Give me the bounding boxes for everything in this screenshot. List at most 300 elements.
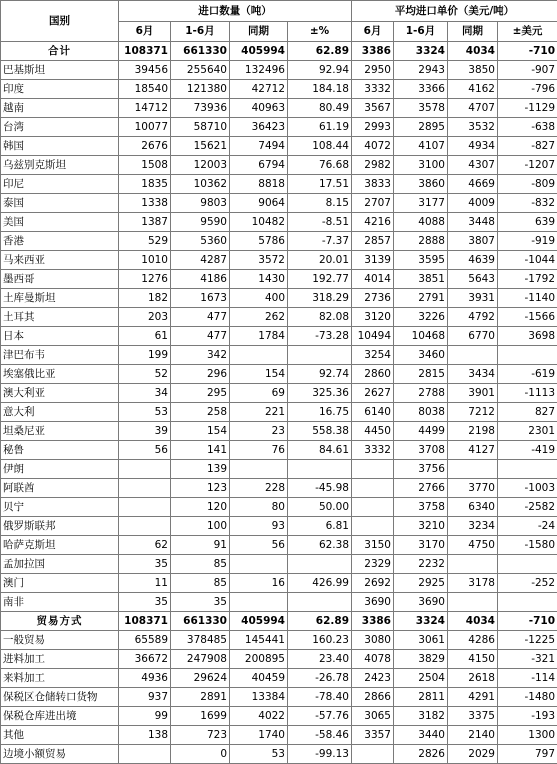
cell-value: 85 [171, 574, 230, 593]
cell-value: 723 [171, 726, 230, 745]
cell-value: -45.98 [288, 479, 352, 498]
cell-value: 8.15 [288, 194, 352, 213]
cell-value: 2982 [352, 156, 394, 175]
cell-value: 262 [230, 308, 288, 327]
cell-value: 35 [171, 593, 230, 612]
cell-value: 121380 [171, 80, 230, 99]
row-label: 美国 [1, 213, 119, 232]
cell-value: 16.75 [288, 403, 352, 422]
row-label: 哈萨克斯坦 [1, 536, 119, 555]
cell-value: 4792 [448, 308, 498, 327]
cell-value: 9064 [230, 194, 288, 213]
cell-value: -1566 [498, 308, 557, 327]
cell-value: 477 [171, 308, 230, 327]
cell-value: 40963 [230, 99, 288, 118]
table-body [1, 42, 557, 764]
cell-value [448, 593, 498, 612]
cell-value: 3324 [394, 612, 448, 631]
cell-value [448, 460, 498, 479]
cell-value: 405994 [230, 612, 288, 631]
col-price-change-usd: ±美元 [498, 22, 557, 42]
cell-value: 8038 [394, 403, 448, 422]
row-label: 香港 [1, 232, 119, 251]
cell-value: 4291 [448, 688, 498, 707]
cell-value: 295 [171, 384, 230, 403]
cell-value: 9590 [171, 213, 230, 232]
cell-value: 2788 [394, 384, 448, 403]
cell-value: 16 [230, 574, 288, 593]
cell-value: 325.36 [288, 384, 352, 403]
row-label: 其他 [1, 726, 119, 745]
cell-value: 2891 [171, 688, 230, 707]
cell-value: 12003 [171, 156, 230, 175]
cell-value [230, 555, 288, 574]
cell-value [230, 593, 288, 612]
cell-value: 160.23 [288, 631, 352, 650]
cell-value: 3756 [394, 460, 448, 479]
cell-value: 132496 [230, 61, 288, 80]
cell-value: 3150 [352, 536, 394, 555]
row-label: 坦桑尼亚 [1, 422, 119, 441]
cell-value: 4934 [448, 137, 498, 156]
cell-value: 4127 [448, 441, 498, 460]
cell-value: 4307 [448, 156, 498, 175]
cell-value: 2925 [394, 574, 448, 593]
cell-value: -907 [498, 61, 557, 80]
row-label: 印度 [1, 80, 119, 99]
cell-value: 35 [119, 555, 171, 574]
cell-value: 827 [498, 403, 557, 422]
cell-value: 2815 [394, 365, 448, 384]
cell-value: 100 [171, 517, 230, 536]
cell-value: 3226 [394, 308, 448, 327]
cell-value: 203 [119, 308, 171, 327]
header-row-1 [1, 1, 557, 22]
col-price-jan-jun: 1-6月 [394, 22, 448, 42]
cell-value: 4088 [394, 213, 448, 232]
row-label: 俄罗斯联邦 [1, 517, 119, 536]
cell-value [288, 460, 352, 479]
cell-value: 154 [171, 422, 230, 441]
cell-value: 3065 [352, 707, 394, 726]
cell-value: 3061 [394, 631, 448, 650]
cell-value: 3434 [448, 365, 498, 384]
cell-value: 99 [119, 707, 171, 726]
row-label: 巴基斯坦 [1, 61, 119, 80]
table-row [1, 707, 557, 726]
cell-value: 52 [119, 365, 171, 384]
cell-value: 3931 [448, 289, 498, 308]
table-row [1, 118, 557, 137]
cell-value: 2857 [352, 232, 394, 251]
cell-value: 405994 [230, 42, 288, 61]
row-label: 边境小额贸易 [1, 745, 119, 764]
cell-value: -7.37 [288, 232, 352, 251]
cell-value: 10482 [230, 213, 288, 232]
cell-value: 3177 [394, 194, 448, 213]
cell-value: 3139 [352, 251, 394, 270]
cell-value: 3851 [394, 270, 448, 289]
cell-value: -419 [498, 441, 557, 460]
cell-value: -73.28 [288, 327, 352, 346]
cell-value: 4669 [448, 175, 498, 194]
row-label: 伊朗 [1, 460, 119, 479]
cell-value: -57.76 [288, 707, 352, 726]
row-label: 日本 [1, 327, 119, 346]
cell-value: 255640 [171, 61, 230, 80]
cell-value: 10468 [394, 327, 448, 346]
cell-value: 3595 [394, 251, 448, 270]
cell-value: 342 [171, 346, 230, 365]
cell-value: 2029 [448, 745, 498, 764]
cell-value: 318.29 [288, 289, 352, 308]
cell-value: 61 [119, 327, 171, 346]
cell-value: 4186 [171, 270, 230, 289]
cell-value: 661330 [171, 612, 230, 631]
cell-value: 3708 [394, 441, 448, 460]
cell-value: 2692 [352, 574, 394, 593]
cell-value: 34 [119, 384, 171, 403]
cell-value: 3080 [352, 631, 394, 650]
cell-value: 36423 [230, 118, 288, 137]
cell-value: 4078 [352, 650, 394, 669]
row-label: 意大利 [1, 403, 119, 422]
cell-value: 3567 [352, 99, 394, 118]
col-price-prior: 同期 [448, 22, 498, 42]
row-label: 保税区仓储转口货物 [1, 688, 119, 707]
cell-value: 10362 [171, 175, 230, 194]
cell-value: 91 [171, 536, 230, 555]
cell-value: 3860 [394, 175, 448, 194]
cell-value: 296 [171, 365, 230, 384]
table-row [1, 137, 557, 156]
table-row [1, 251, 557, 270]
table-row [1, 365, 557, 384]
row-label: 合计 [1, 42, 119, 61]
cell-value: 53 [230, 745, 288, 764]
cell-value: -827 [498, 137, 557, 156]
row-label: 乌兹别克斯坦 [1, 156, 119, 175]
cell-value: 3386 [352, 42, 394, 61]
cell-value: 426.99 [288, 574, 352, 593]
cell-value: 4936 [119, 669, 171, 688]
cell-value: 2140 [448, 726, 498, 745]
cell-value: 1835 [119, 175, 171, 194]
row-label: 贝宁 [1, 498, 119, 517]
cell-value: 2736 [352, 289, 394, 308]
cell-value: 3254 [352, 346, 394, 365]
col-qty-jun: 6月 [119, 22, 171, 42]
cell-value: 6340 [448, 498, 498, 517]
cell-value: -638 [498, 118, 557, 137]
cell-value: 154 [230, 365, 288, 384]
table-row [1, 441, 557, 460]
cell-value: 4150 [448, 650, 498, 669]
cell-value: 200895 [230, 650, 288, 669]
cell-value: -24 [498, 517, 557, 536]
row-label: 贸易方式 [1, 612, 119, 631]
cell-value: 247908 [171, 650, 230, 669]
cell-value: 1740 [230, 726, 288, 745]
cell-value: 53 [119, 403, 171, 422]
cell-value: 92.94 [288, 61, 352, 80]
cell-value: 40459 [230, 669, 288, 688]
table-row [1, 536, 557, 555]
row-label: 南非 [1, 593, 119, 612]
cell-value: 62.38 [288, 536, 352, 555]
table-row [1, 517, 557, 536]
col-price-jun: 6月 [352, 22, 394, 42]
cell-value: 3324 [394, 42, 448, 61]
cell-value: 18540 [119, 80, 171, 99]
cell-value: 3357 [352, 726, 394, 745]
cell-value: 3460 [394, 346, 448, 365]
row-label: 澳门 [1, 574, 119, 593]
cell-value: 92.74 [288, 365, 352, 384]
cell-value: 80 [230, 498, 288, 517]
cell-value: 3807 [448, 232, 498, 251]
cell-value: 3332 [352, 80, 394, 99]
table-row [1, 650, 557, 669]
cell-value: 120 [171, 498, 230, 517]
cell-value [498, 346, 557, 365]
cell-value: -99.13 [288, 745, 352, 764]
cell-value: 2895 [394, 118, 448, 137]
cell-value: 4072 [352, 137, 394, 156]
table-row [1, 99, 557, 118]
cell-value: 3698 [498, 327, 557, 346]
cell-value: 62.89 [288, 42, 352, 61]
cell-value: -58.46 [288, 726, 352, 745]
cell-value: 639 [498, 213, 557, 232]
cell-value: -1003 [498, 479, 557, 498]
cell-value: 20.01 [288, 251, 352, 270]
table-row [1, 232, 557, 251]
table-row [1, 270, 557, 289]
cell-value: 4287 [171, 251, 230, 270]
cell-value: 3833 [352, 175, 394, 194]
cell-value: 797 [498, 745, 557, 764]
cell-value: 2232 [394, 555, 448, 574]
cell-value: 1508 [119, 156, 171, 175]
cell-value: 661330 [171, 42, 230, 61]
cell-value: 4639 [448, 251, 498, 270]
cell-value [288, 346, 352, 365]
cell-value: 3440 [394, 726, 448, 745]
cell-value: 2301 [498, 422, 557, 441]
cell-value: 2811 [394, 688, 448, 707]
cell-value: 3901 [448, 384, 498, 403]
cell-value: 4216 [352, 213, 394, 232]
cell-value: 2766 [394, 479, 448, 498]
row-label: 津巴布韦 [1, 346, 119, 365]
cell-value: -619 [498, 365, 557, 384]
cell-value: 5786 [230, 232, 288, 251]
cell-value: 80.49 [288, 99, 352, 118]
cell-value: -1225 [498, 631, 557, 650]
cell-value: 558.38 [288, 422, 352, 441]
cell-value: -114 [498, 669, 557, 688]
cell-value: 937 [119, 688, 171, 707]
table-row [1, 384, 557, 403]
cell-value: 3120 [352, 308, 394, 327]
row-label: 土耳其 [1, 308, 119, 327]
cell-value: 3170 [394, 536, 448, 555]
cell-value [448, 555, 498, 574]
row-label: 埃塞俄比亚 [1, 365, 119, 384]
cell-value: -832 [498, 194, 557, 213]
cell-value: 3448 [448, 213, 498, 232]
cell-value: 17.51 [288, 175, 352, 194]
cell-value: 2618 [448, 669, 498, 688]
cell-value: 3690 [394, 593, 448, 612]
cell-value [352, 498, 394, 517]
cell-value: 1276 [119, 270, 171, 289]
row-label: 秘鲁 [1, 441, 119, 460]
cell-value: -710 [498, 42, 557, 61]
cell-value: 3100 [394, 156, 448, 175]
cell-value: 4034 [448, 42, 498, 61]
cell-value: 529 [119, 232, 171, 251]
cell-value: 1300 [498, 726, 557, 745]
table-row [1, 194, 557, 213]
cell-value: 3572 [230, 251, 288, 270]
cell-value: 50.00 [288, 498, 352, 517]
cell-value [498, 555, 557, 574]
cell-value: 1784 [230, 327, 288, 346]
table-row [1, 61, 557, 80]
cell-value: 184.18 [288, 80, 352, 99]
cell-value: 56 [230, 536, 288, 555]
cell-value [119, 498, 171, 517]
cell-value: 108371 [119, 612, 171, 631]
cell-value: 5360 [171, 232, 230, 251]
cell-value: -252 [498, 574, 557, 593]
avg-price-header: 平均进口单价（美元/吨） [352, 1, 557, 22]
cell-value: 182 [119, 289, 171, 308]
cell-value: 3210 [394, 517, 448, 536]
cell-value: 82.08 [288, 308, 352, 327]
cell-value [288, 555, 352, 574]
cell-value: 29624 [171, 669, 230, 688]
cell-value: 4014 [352, 270, 394, 289]
cell-value: 141 [171, 441, 230, 460]
cell-value: 15621 [171, 137, 230, 156]
cell-value: 192.77 [288, 270, 352, 289]
cell-value: 6.81 [288, 517, 352, 536]
cell-value [119, 479, 171, 498]
cell-value [288, 593, 352, 612]
summary-row [1, 612, 557, 631]
row-label: 阿联酋 [1, 479, 119, 498]
cell-value: 108371 [119, 42, 171, 61]
summary-row [1, 42, 557, 61]
cell-value: 23 [230, 422, 288, 441]
row-label: 台湾 [1, 118, 119, 137]
cell-value: 2707 [352, 194, 394, 213]
cell-value: 11 [119, 574, 171, 593]
cell-value: 1338 [119, 194, 171, 213]
cell-value: 4750 [448, 536, 498, 555]
cell-value [230, 460, 288, 479]
cell-value: 2504 [394, 669, 448, 688]
cell-value: 3850 [448, 61, 498, 80]
row-label: 泰国 [1, 194, 119, 213]
table-row [1, 631, 557, 650]
table-row [1, 460, 557, 479]
cell-value: 2676 [119, 137, 171, 156]
cell-value: 65589 [119, 631, 171, 650]
cell-value: 8818 [230, 175, 288, 194]
cell-value: 2993 [352, 118, 394, 137]
cell-value: 23.40 [288, 650, 352, 669]
table-row [1, 498, 557, 517]
cell-value: -321 [498, 650, 557, 669]
cell-value: 3532 [448, 118, 498, 137]
col-qty-prior: 同期 [230, 22, 288, 42]
cell-value [498, 593, 557, 612]
cell-value: 56 [119, 441, 171, 460]
table-row [1, 593, 557, 612]
cell-value: -2582 [498, 498, 557, 517]
cell-value: 2329 [352, 555, 394, 574]
cell-value: -919 [498, 232, 557, 251]
cell-value: 2860 [352, 365, 394, 384]
cell-value: 4022 [230, 707, 288, 726]
table-row [1, 479, 557, 498]
cell-value: 3332 [352, 441, 394, 460]
cell-value: 3770 [448, 479, 498, 498]
cell-value: 4009 [448, 194, 498, 213]
cell-value: 2627 [352, 384, 394, 403]
col-qty-jan-jun: 1-6月 [171, 22, 230, 42]
cell-value: 73936 [171, 99, 230, 118]
cell-value: 2423 [352, 669, 394, 688]
cell-value: 3578 [394, 99, 448, 118]
cell-value: -809 [498, 175, 557, 194]
cell-value: 378485 [171, 631, 230, 650]
cell-value: 39456 [119, 61, 171, 80]
cell-value: 7212 [448, 403, 498, 422]
cell-value: 3386 [352, 612, 394, 631]
row-label: 马来西亚 [1, 251, 119, 270]
cell-value: 2198 [448, 422, 498, 441]
cell-value: 13384 [230, 688, 288, 707]
cell-value: 9803 [171, 194, 230, 213]
cell-value: 4162 [448, 80, 498, 99]
cell-value: 2888 [394, 232, 448, 251]
table-row [1, 403, 557, 422]
row-label: 孟加拉国 [1, 555, 119, 574]
row-label: 澳大利亚 [1, 384, 119, 403]
cell-value: 42712 [230, 80, 288, 99]
cell-value: 1430 [230, 270, 288, 289]
cell-value: 62.89 [288, 612, 352, 631]
cell-value: 3829 [394, 650, 448, 669]
cell-value: -1129 [498, 99, 557, 118]
cell-value: 228 [230, 479, 288, 498]
cell-value: -26.78 [288, 669, 352, 688]
cell-value: 6770 [448, 327, 498, 346]
cell-value: -193 [498, 707, 557, 726]
country-header: 国别 [1, 1, 119, 42]
cell-value: 4450 [352, 422, 394, 441]
cell-value: 58710 [171, 118, 230, 137]
cell-value: 1673 [171, 289, 230, 308]
cell-value: 7494 [230, 137, 288, 156]
cell-value: 3375 [448, 707, 498, 726]
cell-value: 76 [230, 441, 288, 460]
